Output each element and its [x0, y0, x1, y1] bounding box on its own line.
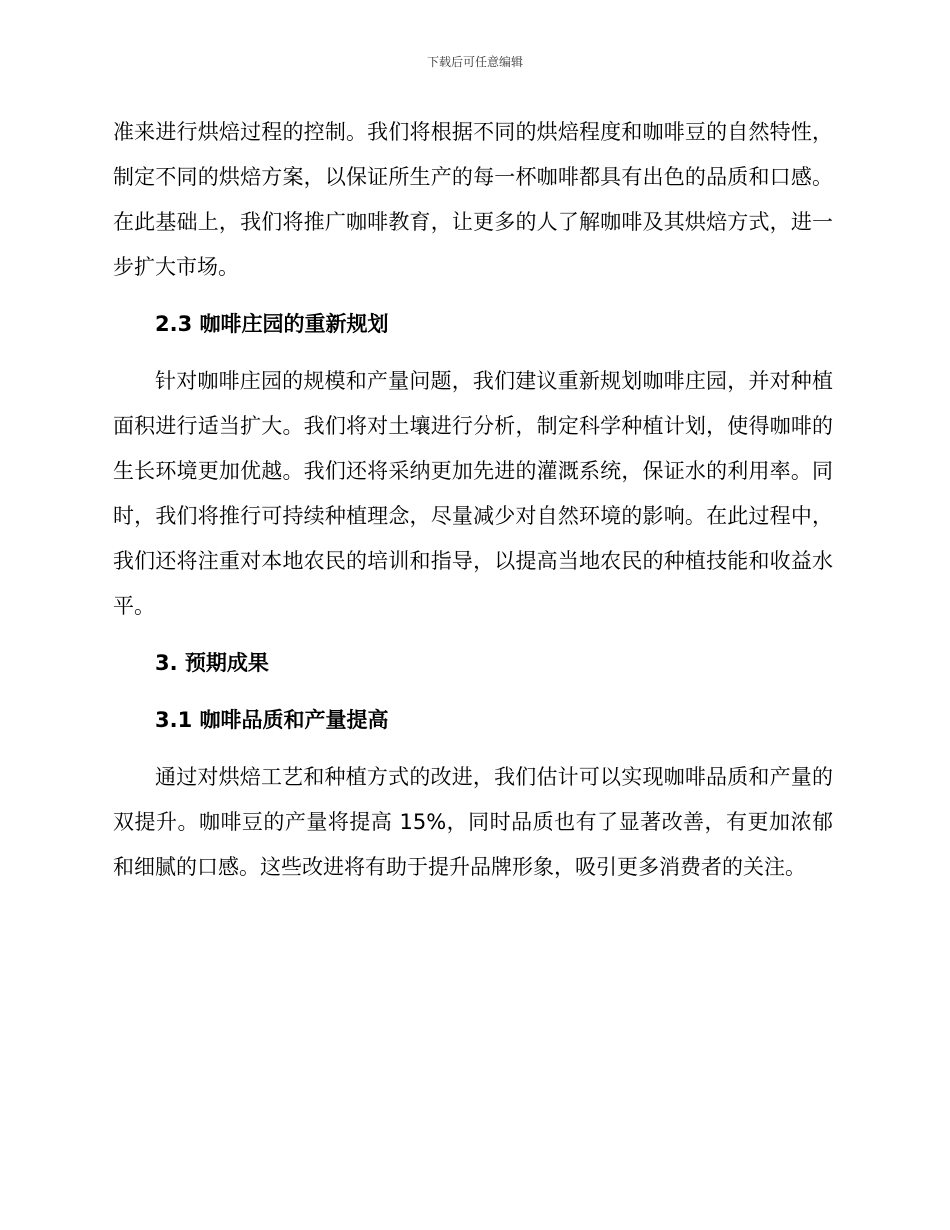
heading-2-3: 2.3 咖啡庄园的重新规划 — [155, 312, 389, 336]
document-body — [113, 110, 833, 890]
page-header: 下载后可任意编辑 — [426, 55, 523, 69]
paragraph-roasting-control: 准来进行烘焙过程的控制。我们将根据不同的烘焙程度和咖啡豆的自然特性，制定不同的烘焙方案，以保证所生产的每一杯咖啡都具有出色的品质和口感。在此基础上，我们将推广咖啡教育，让更多的人了解咖啡及其烘焙方式，进一步扩大市场。 — [113, 120, 833, 279]
paragraph-estate-replanning: 针对咖啡庄园的规模和产量问题，我们建议重新规划咖啡庄园，并对种植面积进行适当扩大。我们将对土壤进行分析，制定科学种植计划，使得咖啡的生长环境更加优越。我们还将采纳更加先进的灌溉系统，保证水的利用率。同时，我们将推行可持续种植理念，尽量减少对自然环境的影响。在此过程中，我们还将注重对本地农民的培训和指导，以提高当地农民的种植技能和收益水平。 — [113, 369, 833, 618]
paragraph-quality-output: 通过对烘焙工艺和种植方式的改进，我们估计可以实现咖啡品质和产量的双提升。咖啡豆的产量将提高 15%，同时品质也有了显著改善，有更加浓郁和细腻的口感。这些改进将有助于提升品牌形象，吸引更多消费者的关注。 — [113, 765, 833, 879]
heading-3-1: 3.1 咖啡品质和产量提高 — [155, 708, 389, 732]
heading-3: 3. 预期成果 — [155, 651, 269, 675]
